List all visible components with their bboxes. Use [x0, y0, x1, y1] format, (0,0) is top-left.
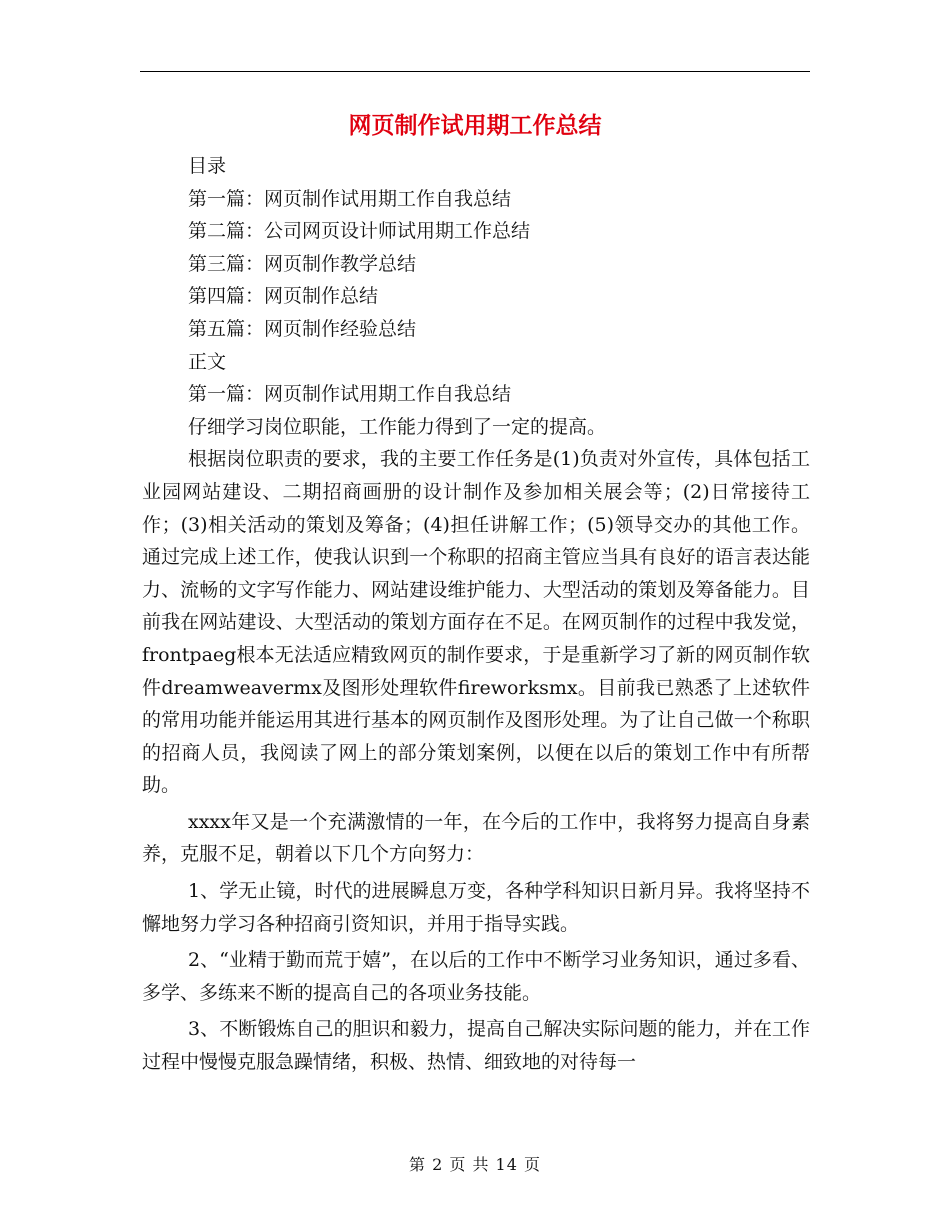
toc-item: 第三篇：网页制作教学总结	[188, 252, 417, 275]
section-title: 第一篇：网页制作试用期工作自我总结	[188, 383, 512, 406]
body-paragraph: 1、学无止镜，时代的进展瞬息万变，各种学科知识日新月异。我将坚持不懈地努力学习各种招商引资知识，并用于指导实践。	[142, 880, 810, 935]
body-paragraph: 根据岗位职责的要求，我的主要工作任务是(1)负责对外宣传，具体包括工业园网站建设、二期招商画册的设计制作及参加相关展会等；(2)日常接待工作；(3)相关活动的策划及筹备；(4)担任讲解工作；(5)领导交办的其他工作。通过完成上述工作，使我认识到一个称职的招商主管应当具有良好的语言表达能力、流畅的文字写作能力、网站建设维护能力、大型活动的策划及筹备能力。目前我在网站建设、大型活动的策划方面存在不足。在网页制作的过程中我发觉，frontpaeg根本无法适应精致网页的制作要求，于是重新学习了新的网页制作软件dreamweavermx及图形处理软件fireworksmx。目前我已熟悉了上述软件的常用功能并能运用其进行基本的网页制作及图形处理。为了让自己做一个称职的招商人员，我阅读了网上的部分策划案例，以便在以后的策划工作中有所帮助。	[142, 448, 810, 797]
toc-item: 第二篇：公司网页设计师试用期工作总结	[188, 220, 531, 243]
document-body	[142, 150, 810, 1079]
body-paragraph: xxxx年又是一个充满激情的一年，在今后的工作中，我将努力提高自身素养，克服不足，朝着以下几个方向努力：	[142, 810, 810, 866]
document-title: 网页制作试用期工作总结	[348, 113, 602, 139]
toc-item: 第一篇：网页制作试用期工作自我总结	[188, 187, 512, 210]
intro-line: 仔细学习岗位职能，工作能力得到了一定的提高。	[188, 415, 607, 438]
body-heading: 正文	[188, 350, 227, 373]
toc-heading: 目录	[188, 155, 227, 177]
body-paragraph: 2、“业精于勤而荒于嬉”，在以后的工作中不断学习业务知识，通过多看、多学、多练来不断的提高自己的各项业务技能。	[142, 949, 810, 1004]
header-rule	[140, 71, 810, 72]
toc-item: 第四篇：网页制作总结	[188, 285, 379, 308]
toc-item: 第五篇：网页制作经验总结	[188, 317, 417, 340]
page-footer: 第 2 页 共 14 页	[409, 1155, 541, 1174]
body-paragraph: 3、不断锻炼自己的胆识和毅力，提高自己解决实际问题的能力，并在工作过程中慢慢克服急躁情绪，积极、热情、细致地的对待每一	[142, 1018, 810, 1074]
